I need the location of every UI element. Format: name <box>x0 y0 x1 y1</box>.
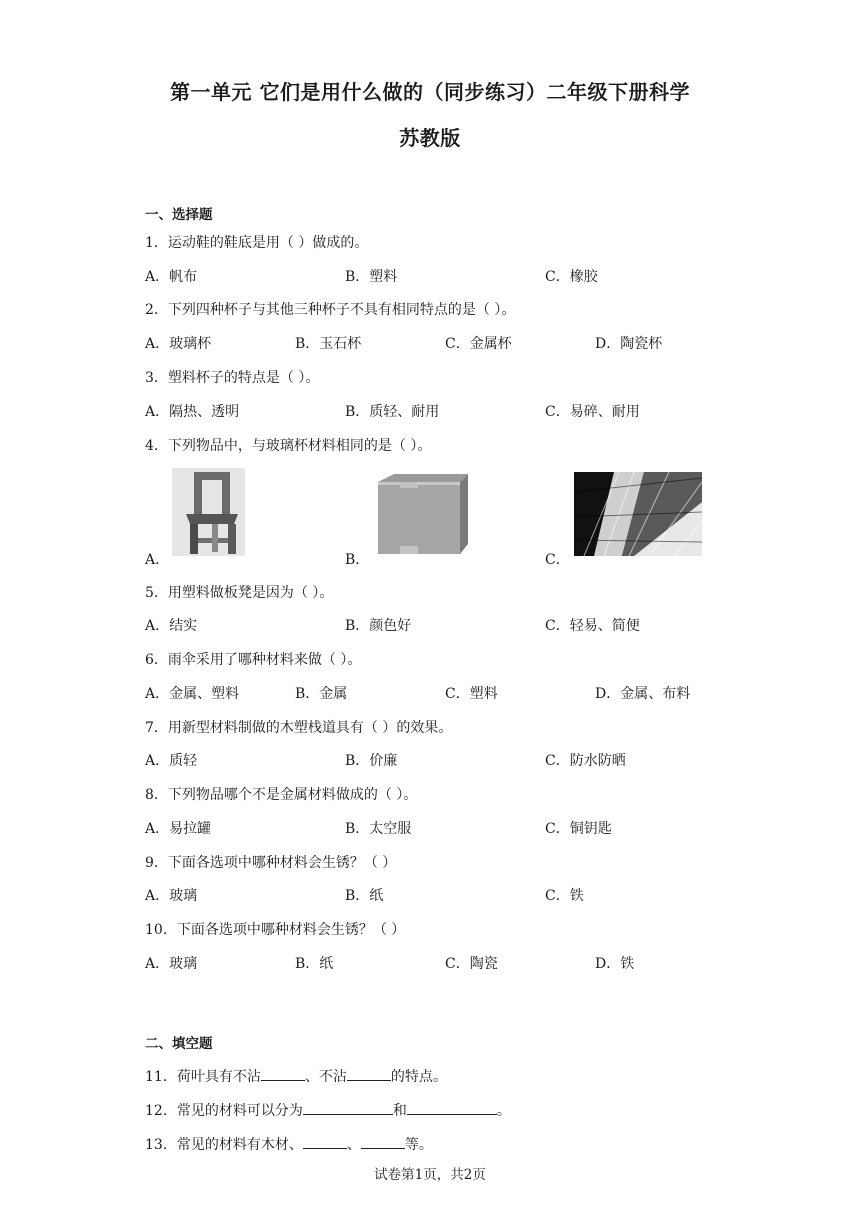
question-3: 3．塑料杯子的特点是（ ）。 <box>145 370 320 386</box>
q10-option-c: C．陶瓷 <box>445 956 498 972</box>
q13-text-2: 、 <box>346 1137 361 1153</box>
q4-option-b: B． <box>345 552 370 568</box>
q1-option-a: A．帆布 <box>145 269 198 285</box>
question-1: 1．运动鞋的鞋底是用（ ）做成的。 <box>145 235 369 251</box>
question-8: 8．下列物品哪个不是金属材料做成的（ ）。 <box>145 787 418 803</box>
question-6: 6．雨伞采用了哪种材料来做（ ）。 <box>145 652 362 668</box>
q13-text-1: 13．常见的材料有木材、 <box>145 1137 303 1153</box>
q11-blank-2 <box>347 1066 391 1081</box>
q10-option-a: A．玻璃 <box>145 956 198 972</box>
q6-option-c: C．塑料 <box>445 686 498 702</box>
q9-option-b: B．纸 <box>345 888 384 904</box>
q4-option-c: C． <box>545 552 570 568</box>
q4-option-a: A． <box>145 552 170 568</box>
q7-option-b: B．价廉 <box>345 753 398 769</box>
q6-option-b: B．金属 <box>295 686 348 702</box>
q13-blank-2 <box>361 1134 405 1149</box>
q12-blank-2 <box>407 1100 497 1115</box>
q12-text-1: 12．常见的材料可以分为 <box>145 1103 303 1119</box>
question-11 <box>145 1066 447 1086</box>
q1-option-c: C．橡胶 <box>545 269 598 285</box>
q5-option-b: B．颜色好 <box>345 618 412 634</box>
q13-blank-1 <box>303 1134 347 1149</box>
q10-option-d: D．铁 <box>595 956 635 972</box>
question-7: 7．用新型材料制做的木塑栈道具有（ ）的效果。 <box>145 720 453 736</box>
q8-option-b: B．太空服 <box>345 821 412 837</box>
q1-option-b: B．塑料 <box>345 269 398 285</box>
q8-option-a: A．易拉罐 <box>145 821 212 837</box>
question-10: 10．下面各选项中哪种材料会生锈？（ ） <box>145 922 406 938</box>
q11-blank-1 <box>261 1066 305 1081</box>
q11-text-3: 的特点。 <box>390 1069 447 1085</box>
page-title: 第一单元 它们是用什么做的（同步练习）二年级下册科学 <box>170 80 690 104</box>
q12-text-3: 。 <box>496 1103 511 1119</box>
q10-option-b: B．纸 <box>295 956 334 972</box>
cardboard-box-image <box>372 470 472 556</box>
question-5: 5．用塑料做板凳是因为（ ）。 <box>145 585 334 601</box>
question-4: 4．下列物品中，与玻璃杯材料相同的是（ ）。 <box>145 438 432 454</box>
chair-image <box>172 468 245 556</box>
q6-option-a: A．金属、塑料 <box>145 686 240 702</box>
q2-option-b: B．玉石杯 <box>295 336 362 352</box>
q3-option-b: B．质轻、耐用 <box>345 404 440 420</box>
q12-text-2: 和 <box>392 1103 407 1119</box>
q2-option-c: C．金属杯 <box>445 336 512 352</box>
q12-blank-1 <box>303 1100 393 1115</box>
q9-option-c: C．铁 <box>545 888 584 904</box>
q8-option-c: C．铜钥匙 <box>545 821 612 837</box>
q7-option-a: A．质轻 <box>145 753 198 769</box>
page-footer: 试卷第1页，共2页 <box>374 1167 486 1183</box>
question-9: 9．下面各选项中哪种材料会生锈？（ ） <box>145 855 397 871</box>
question-12 <box>145 1100 511 1120</box>
q3-option-c: C．易碎、耐用 <box>545 404 640 420</box>
page-subtitle: 苏教版 <box>399 126 461 150</box>
q3-option-a: A．隔热、透明 <box>145 404 240 420</box>
section-heading-fill: 二、填空题 <box>145 1036 213 1052</box>
q9-option-a: A．玻璃 <box>145 888 198 904</box>
q11-text-2: 、不沾 <box>304 1069 347 1085</box>
section-heading-choice: 一、选择题 <box>145 207 213 223</box>
q13-text-3: 等。 <box>404 1137 433 1153</box>
q2-option-d: D．陶瓷杯 <box>595 336 663 352</box>
q7-option-c: C．防水防晒 <box>545 753 626 769</box>
q6-option-d: D．金属、布料 <box>595 686 691 702</box>
q2-option-a: A．玻璃杯 <box>145 336 212 352</box>
question-13 <box>145 1134 433 1154</box>
glass-building-image <box>574 472 702 556</box>
question-2: 2．下列四种杯子与其他三种杯子不具有相同特点的是（ ）。 <box>145 302 516 318</box>
q5-option-c: C．轻易、简便 <box>545 618 640 634</box>
q11-text-1: 11．荷叶具有不沾 <box>145 1069 261 1085</box>
q5-option-a: A．结实 <box>145 618 198 634</box>
